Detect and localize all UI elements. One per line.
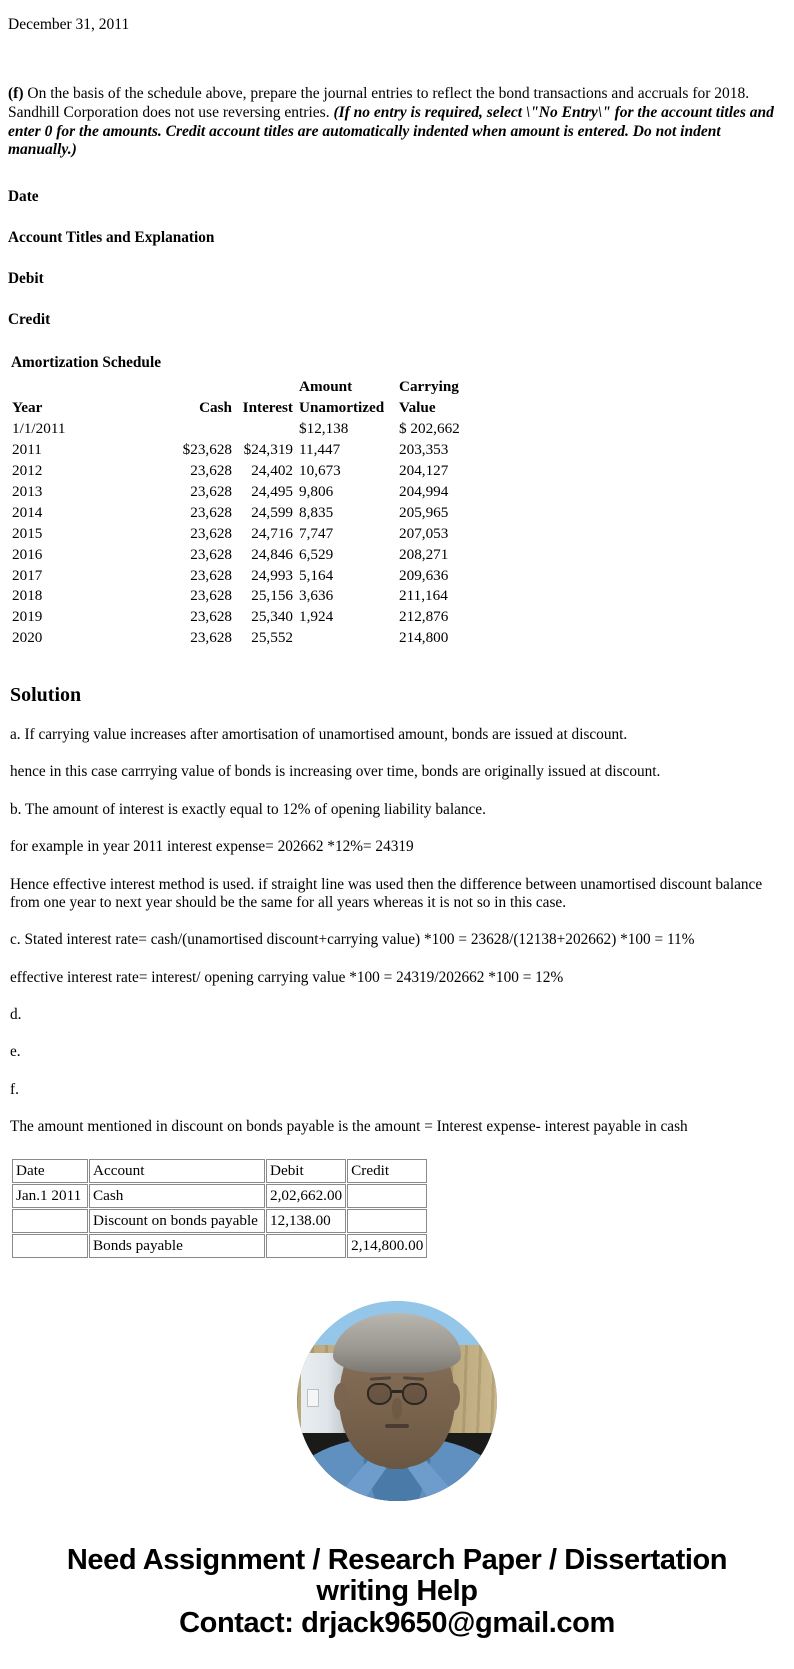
journal-entry-table bbox=[11, 1158, 428, 1259]
journal-cell-date bbox=[12, 1234, 88, 1258]
amortization-cell-interest: 25,340 bbox=[251, 608, 293, 626]
amortization-schedule-table bbox=[8, 377, 509, 649]
amortization-cell-cash: $23,628 bbox=[182, 441, 232, 459]
amortization-cell-carrying: 207,053 bbox=[399, 524, 449, 542]
avatar-lens-right bbox=[402, 1383, 427, 1405]
field-label-account-titles: Account Titles and Explanation bbox=[8, 228, 215, 246]
amortization-cell-cash: 23,628 bbox=[190, 503, 232, 521]
amortization-cell-cash: 23,628 bbox=[190, 482, 232, 500]
header-unamortized: Unamortized bbox=[299, 399, 385, 417]
footer-contact: Contact: drjack9650@gmail.com bbox=[179, 1607, 615, 1640]
amortization-cell-year: 2014 bbox=[12, 503, 43, 521]
amortization-cell-unamortized: 10,673 bbox=[299, 461, 341, 479]
header-interest: Interest bbox=[242, 399, 293, 417]
journal-cell-account: Bonds payable bbox=[89, 1234, 265, 1258]
header-blank-cash bbox=[176, 377, 236, 398]
table-row bbox=[12, 1234, 427, 1258]
journal-cell-debit: 2,02,662.00 bbox=[266, 1184, 346, 1208]
amortization-cell-unamortized: 7,747 bbox=[299, 524, 334, 542]
solution-paragraph: effective interest rate= interest/ opening carrying value *100 = 24319/202662 *100 = 12% bbox=[10, 968, 564, 986]
solution-paragraph: for example in year 2011 interest expense= 202662 *12%= 24319 bbox=[10, 838, 414, 856]
field-label-credit: Credit bbox=[8, 311, 51, 329]
amortization-cell-cash: 23,628 bbox=[190, 545, 232, 563]
field-label-debit: Debit bbox=[8, 269, 44, 287]
header-blank-year bbox=[8, 377, 176, 398]
amortization-cell-interest: 24,993 bbox=[251, 566, 293, 584]
amortization-schedule-title: Amortization Schedule bbox=[11, 354, 161, 372]
question-prompt bbox=[8, 85, 786, 159]
footer-advert bbox=[8, 1545, 786, 1668]
journal-cell-account: Cash bbox=[89, 1184, 265, 1208]
question-instructions: (If no entry is required, select \"No Entry\" for the account titles and enter 0 for the amounts. Credit account titles are automatically indented when amount is entered. Do not indent manually.) bbox=[8, 103, 774, 159]
question-marker: (f) bbox=[8, 85, 24, 103]
table-row bbox=[8, 503, 509, 524]
journal-cell-account: Discount on bonds payable bbox=[89, 1209, 265, 1233]
amortization-cell-unamortized: 8,835 bbox=[299, 503, 334, 521]
amortization-cell-interest: 24,495 bbox=[251, 482, 293, 500]
amortization-cell-unamortized: 1,924 bbox=[299, 608, 334, 626]
journal-header-row bbox=[12, 1159, 427, 1183]
table-row bbox=[8, 586, 509, 607]
amortization-cell-carrying: 208,271 bbox=[399, 545, 449, 563]
solution-paragraph: d. bbox=[10, 1005, 22, 1023]
header-blank-interest bbox=[236, 377, 299, 398]
solution-paragraph: hence in this case carrrying value of bonds is increasing over time, bonds are originally issued at discount. bbox=[10, 763, 661, 781]
question-body: On the basis of the schedule above, prepare the journal entries to reflect the bond transactions and accruals for 2018. Sandhill Corporation does not use reversing entries. bbox=[8, 85, 750, 121]
amortization-cell-unamortized: 6,529 bbox=[299, 545, 334, 563]
avatar-eyebrow-right bbox=[403, 1376, 424, 1380]
amortization-header-row-bottom bbox=[8, 398, 509, 419]
amortization-cell-interest: $24,319 bbox=[243, 441, 293, 459]
amortization-cell-carrying: 211,164 bbox=[399, 587, 448, 605]
avatar bbox=[297, 1301, 497, 1501]
solution-paragraph: e. bbox=[10, 1043, 21, 1061]
avatar-eyebrow-left bbox=[370, 1376, 391, 1380]
amortization-cell-interest: 25,156 bbox=[251, 587, 293, 605]
amortization-cell-cash: 23,628 bbox=[190, 629, 232, 647]
journal-cell-credit bbox=[347, 1184, 427, 1208]
amortization-cell-interest: 24,846 bbox=[251, 545, 293, 563]
amortization-cell-cash bbox=[176, 419, 236, 440]
amortization-cell-cash: 23,628 bbox=[190, 587, 232, 605]
amortization-cell-year: 2013 bbox=[12, 482, 43, 500]
amortization-cell-carrying: 214,800 bbox=[399, 629, 449, 647]
avatar-mouth bbox=[385, 1424, 408, 1428]
amortization-cell-cash: 23,628 bbox=[190, 566, 232, 584]
amortization-cell-carrying: 212,876 bbox=[399, 608, 449, 626]
solution-paragraph: b. The amount of interest is exactly equal to 12% of opening liability balance. bbox=[10, 800, 486, 818]
amortization-header-row-top bbox=[8, 377, 509, 398]
solution-body bbox=[8, 726, 786, 1136]
amortization-cell-year: 2015 bbox=[12, 524, 43, 542]
solution-paragraph: c. Stated interest rate= cash/(unamortised discount+carrying value) *100 = 23628/(12138+202662) *100 = 11% bbox=[10, 931, 695, 949]
journal-cell-date: Jan.1 2011 bbox=[12, 1184, 88, 1208]
journal-cell-debit bbox=[266, 1234, 346, 1258]
solution-paragraph: a. If carrying value increases after amortisation of unamortised amount, bonds are issued at discount. bbox=[10, 726, 628, 744]
solution-paragraph: f. bbox=[10, 1080, 19, 1098]
amortization-cell-carrying: 209,636 bbox=[399, 566, 449, 584]
amortization-cell-interest: 24,716 bbox=[251, 524, 293, 542]
amortization-cell-cash: 23,628 bbox=[190, 608, 232, 626]
table-row bbox=[8, 440, 509, 461]
journal-cell-credit: 2,14,800.00 bbox=[347, 1234, 427, 1258]
table-row bbox=[8, 461, 509, 482]
avatar-container bbox=[8, 1301, 786, 1501]
amortization-cell-year: 2018 bbox=[12, 587, 43, 605]
amortization-cell-carrying: 204,994 bbox=[399, 482, 449, 500]
avatar-nose bbox=[392, 1398, 402, 1420]
amortization-cell-year: 1/1/2011 bbox=[12, 420, 66, 438]
amortization-cell-interest bbox=[236, 419, 299, 440]
amortization-cell-unamortized bbox=[299, 628, 399, 649]
solution-paragraph: Hence effective interest method is used. if straight line was used then the difference between unamortised discount balance from one year to next year should be the same for all years whereas it is not so in this case. bbox=[10, 875, 763, 911]
amortization-cell-interest: 25,552 bbox=[251, 629, 293, 647]
journal-header-cell: Debit bbox=[266, 1159, 346, 1183]
amortization-cell-carrying: 203,353 bbox=[399, 441, 449, 459]
amortization-cell-unamortized: 3,636 bbox=[299, 587, 334, 605]
journal-table-body bbox=[12, 1159, 427, 1258]
table-row bbox=[8, 607, 509, 628]
avatar-background-switch bbox=[307, 1389, 319, 1407]
journal-cell-credit bbox=[347, 1209, 427, 1233]
amortization-cell-year: 2017 bbox=[12, 566, 43, 584]
journal-header-cell: Date bbox=[12, 1159, 88, 1183]
solution-paragraph: The amount mentioned in discount on bonds payable is the amount = Interest expense- interest payable in cash bbox=[10, 1117, 688, 1135]
table-row bbox=[8, 524, 509, 545]
amortization-cell-carrying: 205,965 bbox=[399, 503, 449, 521]
amortization-cell-year: 2011 bbox=[12, 441, 42, 459]
amortization-cell-year: 2019 bbox=[12, 608, 43, 626]
table-row bbox=[12, 1184, 427, 1208]
footer-line-2: writing Help bbox=[316, 1574, 478, 1607]
avatar-lens-left bbox=[367, 1383, 392, 1405]
header-amount: Amount bbox=[299, 378, 353, 396]
header-carrying: Carrying bbox=[399, 378, 459, 396]
table-row bbox=[12, 1209, 427, 1233]
table-row bbox=[8, 482, 509, 503]
amortization-cell-unamortized: 11,447 bbox=[299, 441, 341, 459]
amortization-cell-year: 2012 bbox=[12, 461, 43, 479]
table-row bbox=[8, 566, 509, 587]
amortization-cell-interest: 24,402 bbox=[251, 461, 293, 479]
amortization-cell-cash: 23,628 bbox=[190, 461, 232, 479]
header-value: Value bbox=[399, 399, 436, 417]
amortization-cell-year: 2016 bbox=[12, 545, 43, 563]
journal-header-cell: Credit bbox=[347, 1159, 427, 1183]
field-label-date: Date bbox=[8, 187, 39, 205]
amortization-cell-unamortized: $12,138 bbox=[299, 420, 349, 438]
footer-line-1: Need Assignment / Research Paper / Dissertation bbox=[66, 1544, 728, 1577]
table-row bbox=[8, 628, 509, 649]
amortization-cell-carrying: 204,127 bbox=[399, 461, 449, 479]
amortization-cell-unamortized: 5,164 bbox=[299, 566, 334, 584]
table-row bbox=[8, 545, 509, 566]
solution-heading: Solution bbox=[10, 684, 82, 707]
header-year: Year bbox=[12, 399, 43, 417]
table-row bbox=[8, 419, 509, 440]
amortization-cell-year: 2020 bbox=[12, 629, 43, 647]
amortization-cell-carrying: $ 202,662 bbox=[399, 420, 460, 438]
amortization-table-head bbox=[8, 377, 509, 419]
amortization-cell-unamortized: 9,806 bbox=[299, 482, 334, 500]
journal-header-cell: Account bbox=[89, 1159, 265, 1183]
date-line: December 31, 2011 bbox=[8, 16, 130, 33]
journal-cell-date bbox=[12, 1209, 88, 1233]
amortization-table-body bbox=[8, 419, 509, 649]
amortization-cell-cash: 23,628 bbox=[190, 524, 232, 542]
journal-cell-debit: 12,138.00 bbox=[266, 1209, 346, 1233]
header-cash: Cash bbox=[199, 399, 232, 417]
avatar-glasses-bridge bbox=[392, 1390, 402, 1393]
amortization-cell-interest: 24,599 bbox=[251, 503, 293, 521]
